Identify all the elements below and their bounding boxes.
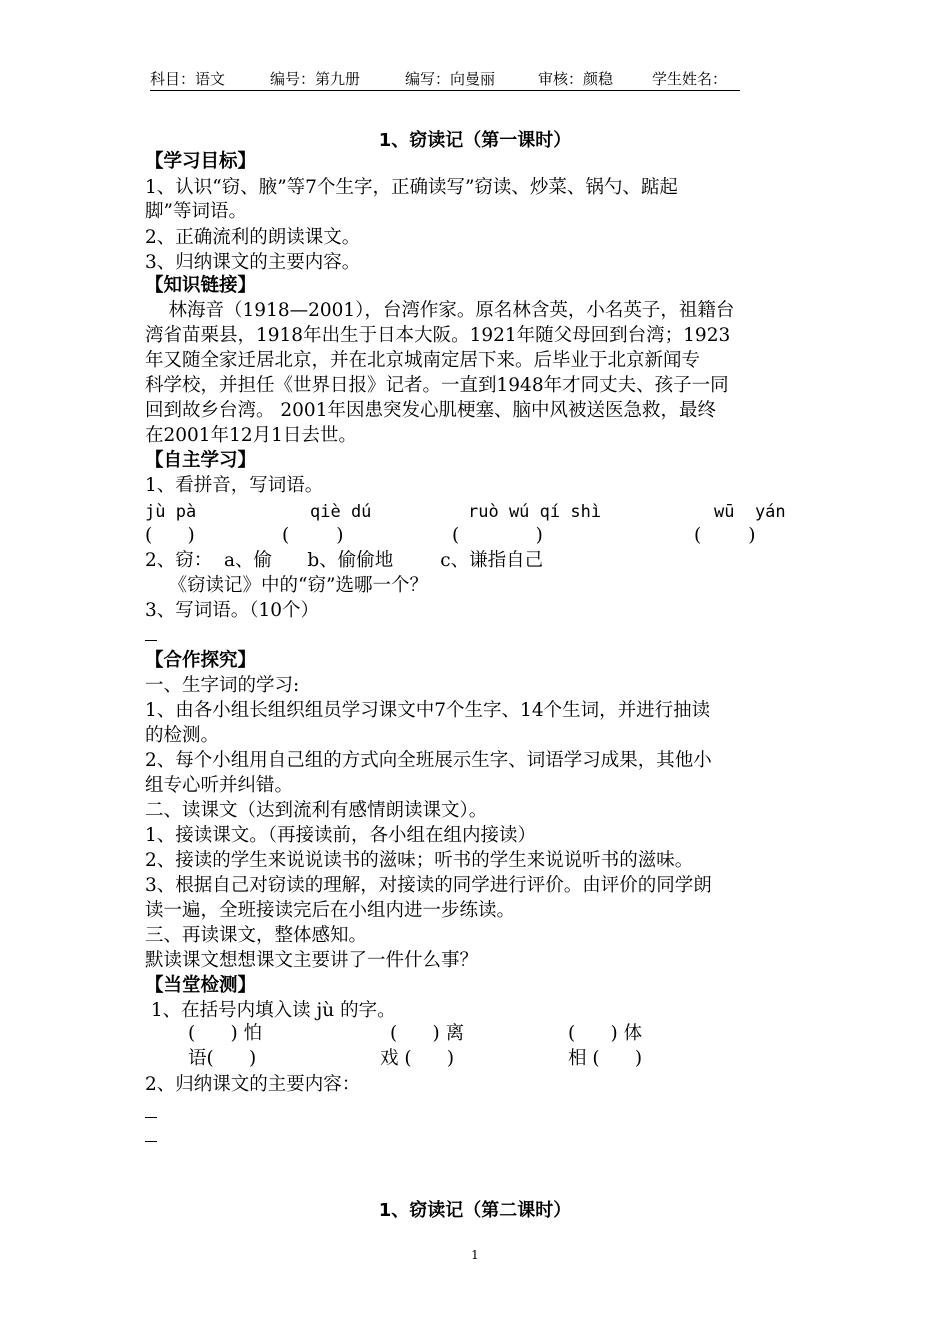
knowledge-line: 林海音（1918—2001），台湾作家。原名林含英，小名英子，祖籍台 — [145, 300, 735, 321]
cooperation-line: 二、读课文（达到流利有感情朗读课文）。 — [145, 800, 488, 821]
section-heading-goals: 【学习目标】 — [145, 151, 257, 172]
test-item-1: 1、在括号内填入读 jù 的字。 — [145, 1000, 396, 1021]
answer-bracket: ( ) — [694, 525, 756, 546]
cooperation-line: 组专心听并纠错。 — [145, 775, 294, 796]
knowledge-line: 回到故乡台湾。 2001年因患突发心肌梗塞、脑中风被送医急救，最终 — [145, 400, 716, 421]
answer-bracket: ( ) — [282, 525, 344, 546]
fill-blank: ( ) 怕 — [188, 1023, 263, 1044]
lesson-title-2: 1、窃读记（第二课时） — [378, 1200, 572, 1221]
fill-blank: 戏 ( ) — [380, 1048, 455, 1069]
goal-line: 1、认识“窃、腋”等7个生字，正确读写”窃读、炒菜、锅勺、踮起 — [145, 177, 678, 198]
header-subject: 科目：语文 — [150, 70, 226, 88]
answer-blank — [145, 1117, 157, 1118]
header-number: 编号：第九册 — [270, 70, 361, 88]
fill-blank: ( ) 体 — [568, 1023, 643, 1044]
header-student-name: 学生姓名： — [652, 70, 728, 88]
knowledge-line: 年又随全家迁居北京，并在北京城南定居下来。后毕业于北京新闻专 — [145, 350, 701, 371]
self-study-item-2-question: 《窃读记》中的“窃”选哪一个？ — [145, 575, 428, 596]
goal-line: 3、归纳课文的主要内容。 — [145, 252, 361, 273]
page-number: 1 — [471, 1248, 479, 1262]
fill-blank: 相 ( ) — [568, 1048, 643, 1069]
goal-line: 脚”等词语。 — [145, 201, 247, 222]
header-reviewer: 审核：颜稳 — [538, 70, 614, 88]
cooperation-line: 三、再读课文，整体感知。 — [145, 925, 368, 946]
fill-blank: ( ) 离 — [390, 1023, 465, 1044]
section-heading-self-study: 【自主学习】 — [145, 450, 257, 471]
goal-line: 2、正确流利的朗读课文。 — [145, 227, 361, 248]
cooperation-line: 读一遍，全班接读完后在小组内进一步练读。 — [145, 900, 516, 921]
pinyin-4: wū yán — [714, 502, 786, 522]
answer-bracket: ( ) — [145, 525, 195, 546]
cooperation-line: 2、每个小组用自己组的方式向全班展示生字、词语学习成果，其他小 — [145, 750, 712, 771]
self-study-item-3: 3、写词语。（10个） — [145, 600, 320, 621]
cooperation-line: 1、由各小组长组织组员学习课文中7个生字、14个生词，并进行抽读 — [145, 700, 711, 721]
pinyin-2: qiè dú — [310, 502, 372, 522]
knowledge-line: 湾省苗栗县，1918年出生于日本大阪。1921年随父母回到台湾；1923 — [145, 325, 731, 346]
section-heading-cooperation: 【合作探究】 — [145, 650, 257, 671]
cooperation-line: 1、接读课文。（再接读前，各小组在组内接读） — [145, 825, 537, 846]
lesson-title-1: 1、窃读记（第一课时） — [378, 130, 572, 151]
answer-bracket: ( ) — [452, 525, 543, 546]
test-item-2: 2、归纳课文的主要内容： — [145, 1074, 361, 1095]
cooperation-line: 默读课文想想课文主要讲了一件什么事？ — [145, 950, 479, 971]
knowledge-line: 在2001年12月1日去世。 — [145, 425, 357, 446]
cooperation-line: 2、接读的学生来说说读书的滋味；听书的学生来说说听书的滋味。 — [145, 850, 694, 871]
answer-blank — [145, 1141, 157, 1142]
pinyin-1: jù pà — [145, 502, 197, 522]
answer-blank — [145, 640, 157, 641]
section-heading-knowledge: 【知识链接】 — [145, 275, 257, 296]
cooperation-line: 一、生字词的学习: — [145, 675, 300, 696]
section-heading-test: 【当堂检测】 — [145, 975, 257, 996]
cooperation-line: 3、根据自己对窃读的理解，对接读的同学进行评价。由评价的同学朗 — [145, 875, 712, 896]
page-header — [150, 68, 740, 91]
cooperation-line: 的检测。 — [145, 725, 220, 746]
pinyin-3: ruò wú qí shì — [468, 502, 602, 522]
self-study-item-2: 2、窃： a、偷 b、偷偷地 c、谦指自己 — [145, 550, 544, 571]
self-study-item-1: 1、看拼音，写词语。 — [145, 475, 324, 496]
header-author: 编写：向曼丽 — [405, 70, 496, 88]
fill-blank: 语( ) — [188, 1048, 257, 1069]
knowledge-line: 科学校，并担任《世界日报》记者。一直到1948年才同丈夫、孩子一同 — [145, 375, 729, 396]
